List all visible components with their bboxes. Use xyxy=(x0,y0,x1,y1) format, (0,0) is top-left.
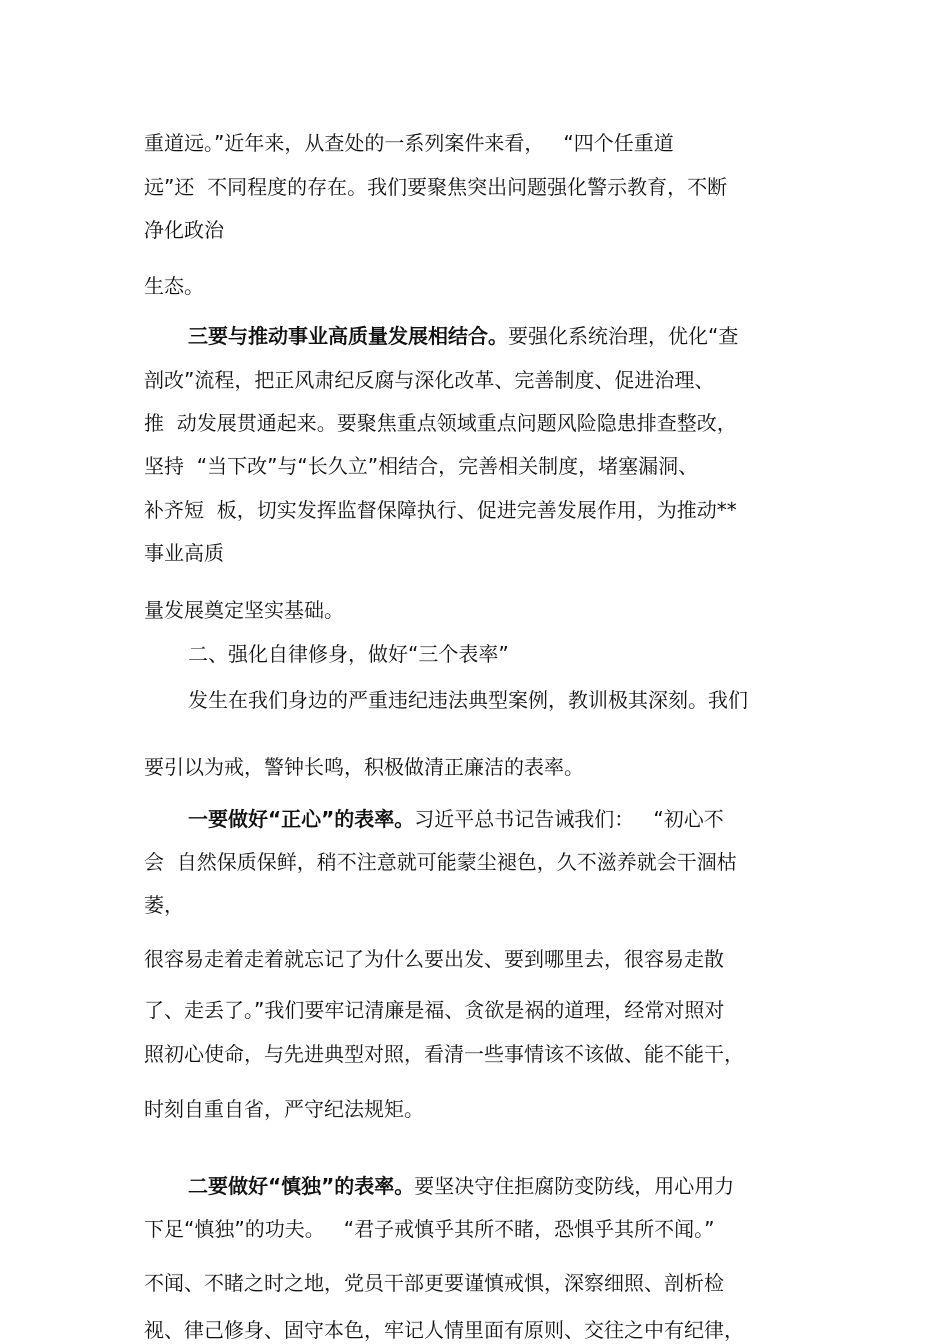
text-line: 净化政治 xyxy=(144,218,224,242)
text-run: 要坚决守住拒腐防变防线，用心用力 xyxy=(414,1174,735,1198)
text-run: 习近平总书记告诫我们： “初心不 xyxy=(414,807,724,831)
text-run: 要强化系统治理，优化“查 xyxy=(508,324,739,348)
text-line: 要引以为戒，警钟长鸣，积极做清正廉洁的表率。 xyxy=(144,755,584,779)
text-line: 下足“慎独”的功夫。 “君子戒慎乎其所不睹，恐惧乎其所不闻。” xyxy=(144,1217,715,1241)
text-line: 重道远。”近年来，从查处的一系列案件来看， “四个任重道 xyxy=(144,131,674,155)
text-line: 远”还 不同程度的存在。我们要聚焦突出问题强化警示教育，不断 xyxy=(144,175,728,199)
text-line: 萎， xyxy=(144,893,184,917)
bold-heading: 三要与推动事业高质量发展相结合。 xyxy=(188,324,508,348)
text-line: 坚持 “当下改”与“长久立”相结合，完善相关制度，堵塞漏洞、 xyxy=(144,454,699,478)
text-line: 生态。 xyxy=(144,274,204,298)
text-line: 不闻、不睹之时之地，党员干部更要谨慎戒惧，深察细照、剖析检 xyxy=(144,1271,724,1295)
bold-heading: 一要做好“正心”的表率。 xyxy=(188,807,415,831)
paragraph-two xyxy=(188,1172,734,1200)
bold-heading: 二要做好“慎独”的表率。 xyxy=(188,1174,415,1198)
text-line: 很容易走着走着就忘记了为什么要出发、要到哪里去，很容易走散 xyxy=(144,947,724,971)
text-line: 时刻自重自省，严守纪法规矩。 xyxy=(144,1097,424,1121)
text-line: 照初心使命，与先进典型对照，看清一些事情该不该做、能不能干， xyxy=(144,1042,744,1066)
text-line: 推 动发展贯通起来。要聚焦重点领域重点问题风险隐患排查整改， xyxy=(144,411,737,435)
text-line: 视、律己修身、固守本色，牢记人情里面有原则、交往之中有纪律， xyxy=(144,1318,744,1342)
text-line: 发生在我们身边的严重违纪违法典型案例，教训极其深刻。我们 xyxy=(188,688,748,712)
text-line: 了、走丢了。”我们要牢记清廉是福、贪欲是祸的道理，经常对照对 xyxy=(144,998,725,1022)
text-line: 会 自然保质保鲜，稍不注意就可能蒙尘褪色，久不滋养就会干涸枯 xyxy=(144,850,737,874)
paragraph-three xyxy=(188,322,738,350)
section-heading: 二、强化自律修身，做好“三个表率” xyxy=(188,642,509,666)
text-line: 事业高质 xyxy=(144,541,224,565)
text-line: 量发展奠定坚实基础。 xyxy=(144,598,344,622)
text-line: 补齐短 板，切实发挥监督保障执行、促进完善发展作用，为推动** xyxy=(144,498,737,522)
text-line: 剖改”流程，把正风肃纪反腐与深化改革、完善制度、促进治理、 xyxy=(144,368,715,392)
paragraph-one xyxy=(188,805,724,833)
